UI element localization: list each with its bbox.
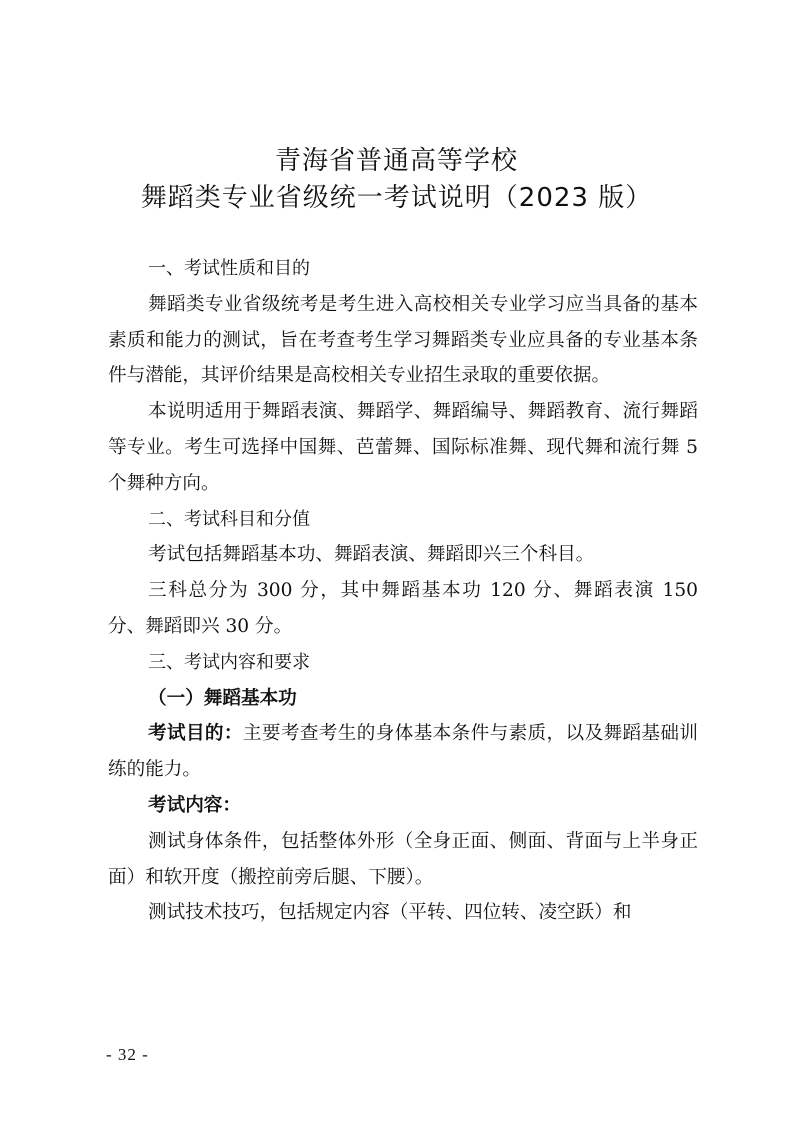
section-heading-nature-purpose: 一、考试性质和目的 — [148, 258, 310, 279]
paragraph-exam-scores: 三科总分为 300 分，其中舞蹈基本功 120 分、舞蹈表演 150 分、舞蹈即兴 30 分。 — [108, 580, 698, 637]
page-number: - 32 - — [106, 1045, 149, 1064]
document-title-line-1: 青海省普通高等学校 — [274, 146, 518, 176]
paragraph-technical-skills: 测试技术技巧，包括规定内容（平转、四位转、凌空跃）和 — [148, 902, 632, 924]
paragraph-exam-content-label — [108, 788, 698, 824]
paragraph-exam-scope: 本说明适用于舞蹈表演、舞蹈学、舞蹈编导、舞蹈教育、流行舞蹈等专业。考生可选择中国舞、芭蕾舞、国际标准舞、现代舞和流行舞 5 个舞种方向。 — [108, 401, 698, 494]
section-heading-content-requirements: 三、考试内容和要求 — [148, 651, 310, 673]
exam-content-label: 考试内容： — [148, 794, 241, 816]
document-title-line-2: 舞蹈类专业省级统一考试说明（2023 版） — [140, 183, 653, 213]
paragraph-exam-subjects: 考试包括舞蹈基本功、舞蹈表演、舞蹈即兴三个科目。 — [148, 544, 595, 566]
subsection-heading-dance-basics: （一）舞蹈基本功 — [148, 687, 297, 709]
section-heading-subjects-scores: 二、考试科目和分值 — [148, 508, 310, 530]
paragraph-physical-conditions: 测试身体条件，包括整体外形（全身正面、侧面、背面与上半身正面）和软开度（搬控前旁后腿、下腰）。 — [108, 830, 698, 888]
exam-purpose-label: 考试目的： — [148, 723, 243, 745]
exam-purpose-text: 主要考查考生的身体基本条件与素质，以及舞蹈基础训练的能力。 — [108, 723, 698, 781]
document-body — [108, 251, 698, 931]
paragraph-exam-nature: 舞蹈类专业省级统考是考生进入高校相关专业学习应当具备的基本素质和能力的测试，旨在考查考生学习舞蹈类专业应具备的专业基本条件与潜能，其评价结果是高校相关专业招生录取的重要依据。 — [108, 293, 698, 387]
paragraph-exam-purpose — [108, 716, 698, 788]
